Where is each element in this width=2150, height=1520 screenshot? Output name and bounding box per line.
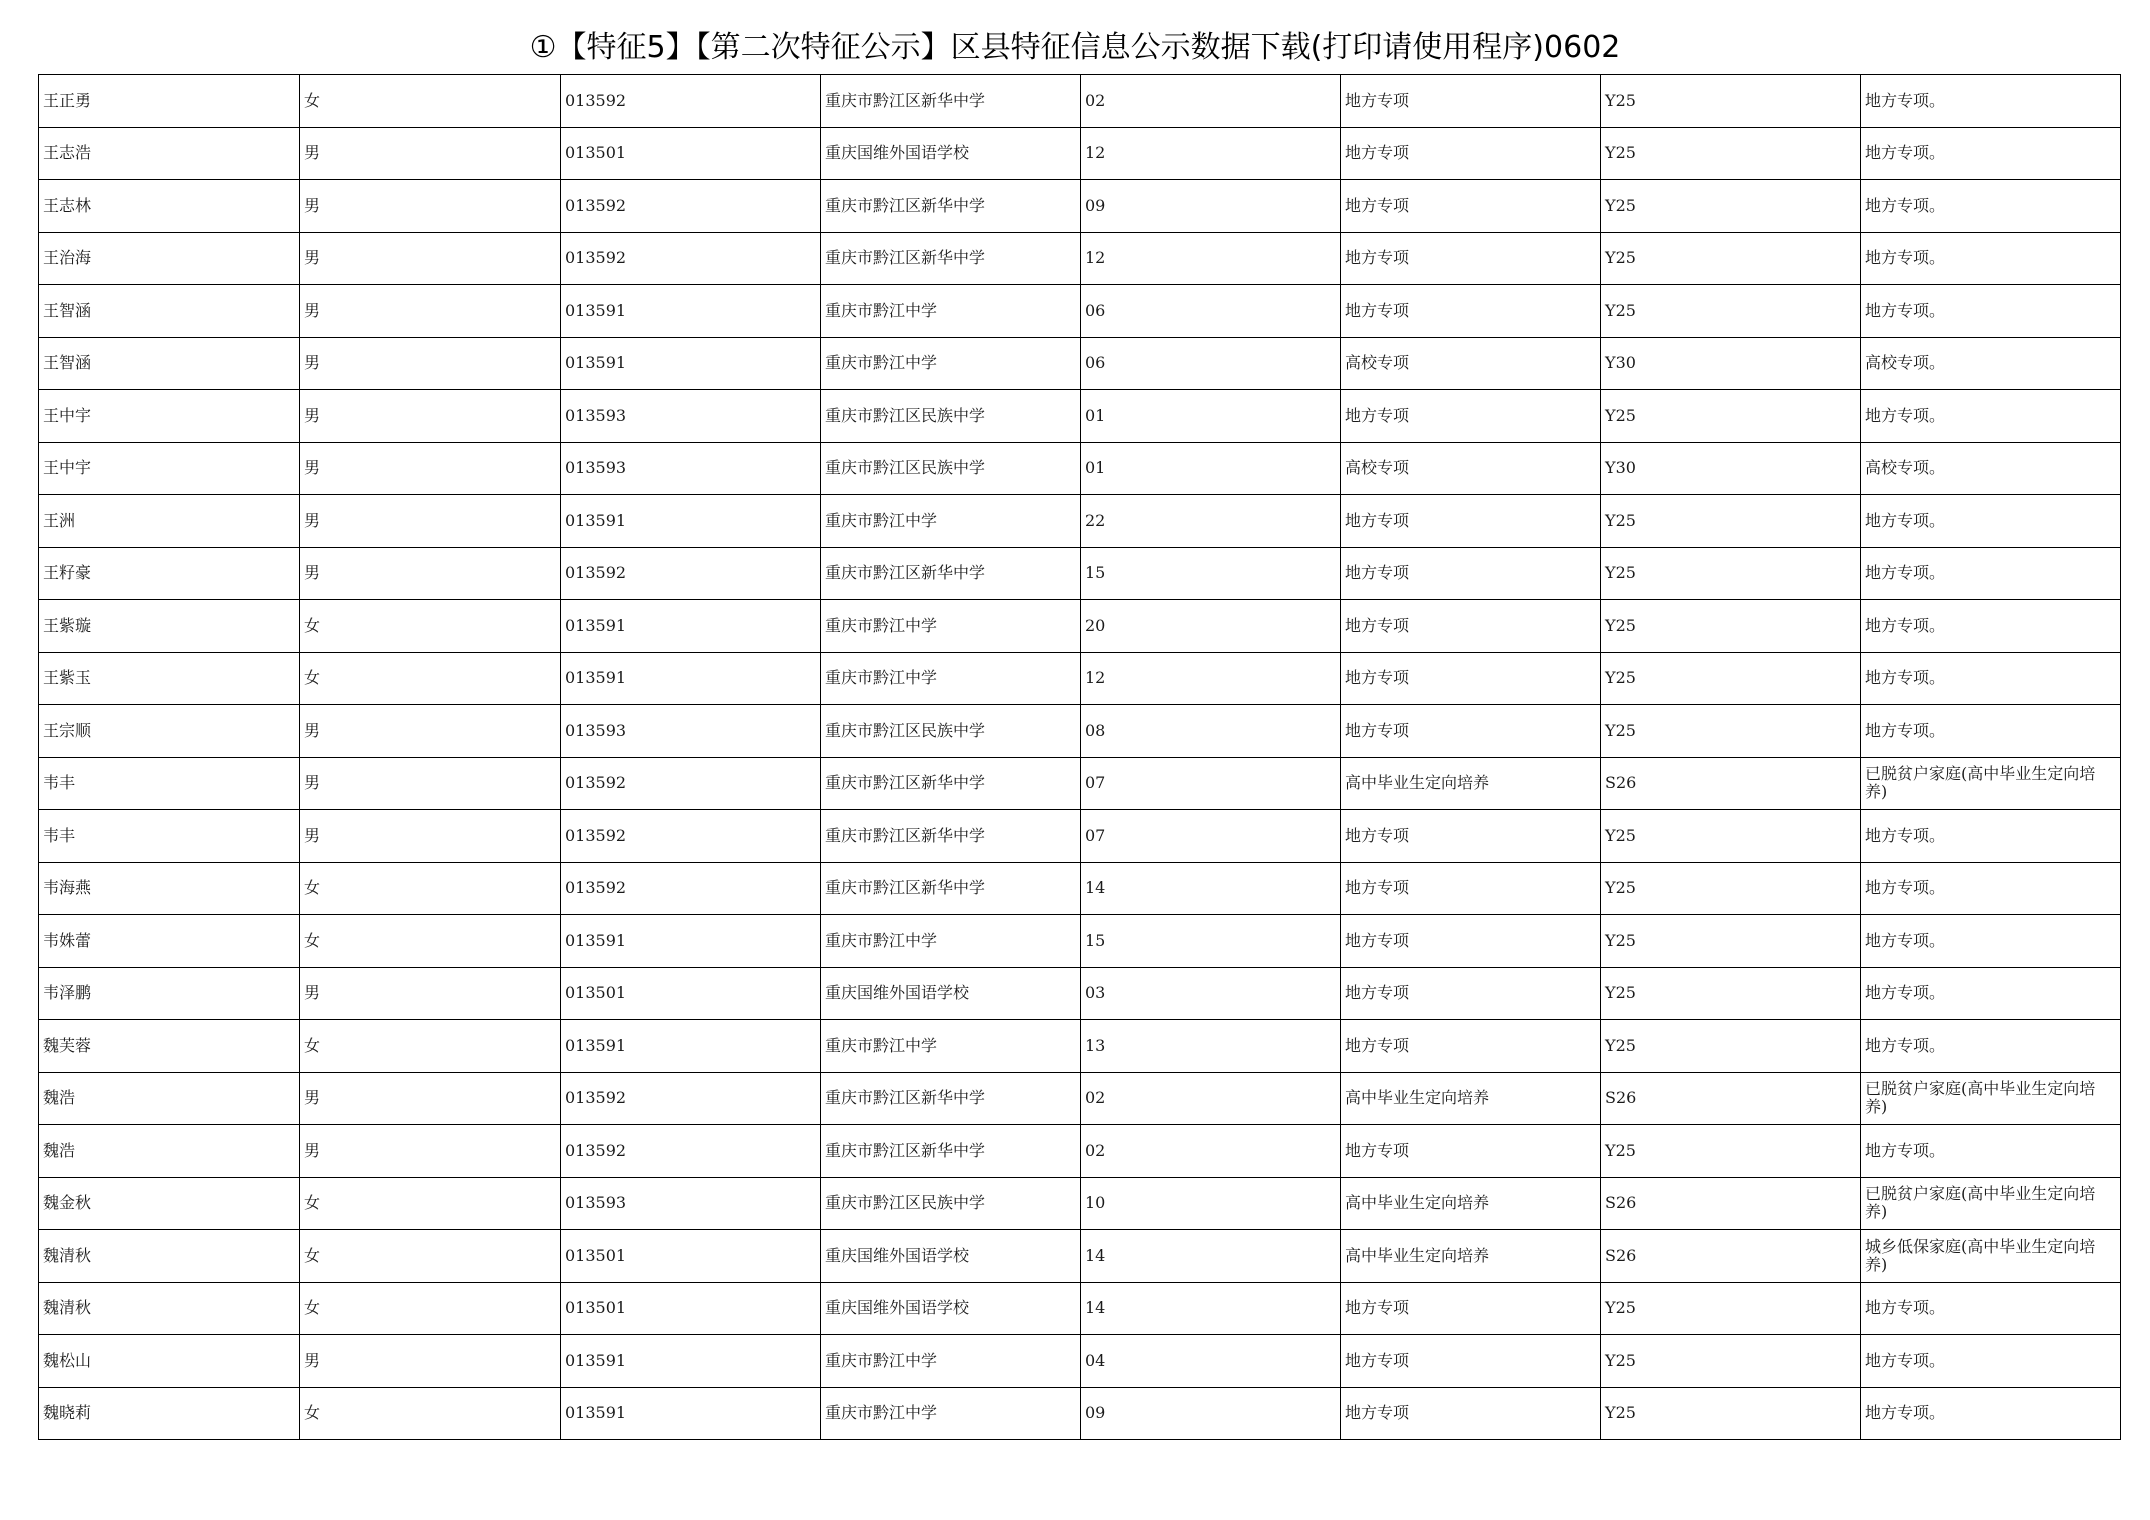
type-code-cell: Y25 — [1601, 180, 1861, 233]
code-cell: 013591 — [561, 337, 821, 390]
type-code-cell: S26 — [1601, 1230, 1861, 1283]
category-cell: 地方专项 — [1341, 390, 1601, 443]
class-cell: 06 — [1081, 337, 1341, 390]
gender-cell: 男 — [300, 1125, 561, 1178]
type-code-cell: Y25 — [1601, 232, 1861, 285]
name-cell: 王洲 — [39, 495, 300, 548]
name-cell: 魏浩 — [39, 1072, 300, 1125]
name-cell: 魏金秋 — [39, 1177, 300, 1230]
name-cell: 王中宇 — [39, 442, 300, 495]
table-row — [39, 75, 2121, 128]
category-cell: 高中毕业生定向培养 — [1341, 1177, 1601, 1230]
class-cell: 07 — [1081, 757, 1341, 810]
class-cell: 20 — [1081, 600, 1341, 653]
school-cell: 重庆市黔江中学 — [821, 1020, 1081, 1073]
class-cell: 04 — [1081, 1335, 1341, 1388]
note-cell: 地方专项。 — [1861, 915, 2121, 968]
category-cell: 地方专项 — [1341, 1020, 1601, 1073]
name-cell: 韦丰 — [39, 810, 300, 863]
note-cell: 地方专项。 — [1861, 1335, 2121, 1388]
table-row — [39, 1177, 2121, 1230]
table-row — [39, 652, 2121, 705]
note-cell: 地方专项。 — [1861, 1282, 2121, 1335]
type-code-cell: Y25 — [1601, 127, 1861, 180]
gender-cell: 女 — [300, 1020, 561, 1073]
gender-cell: 男 — [300, 390, 561, 443]
table-row — [39, 127, 2121, 180]
name-cell: 魏清秋 — [39, 1282, 300, 1335]
school-cell: 重庆市黔江区新华中学 — [821, 232, 1081, 285]
name-cell: 王正勇 — [39, 75, 300, 128]
type-code-cell: Y25 — [1601, 495, 1861, 548]
category-cell: 地方专项 — [1341, 1282, 1601, 1335]
table-row — [39, 1387, 2121, 1440]
gender-cell: 男 — [300, 285, 561, 338]
category-cell: 高中毕业生定向培养 — [1341, 757, 1601, 810]
name-cell: 王籽豪 — [39, 547, 300, 600]
code-cell: 013501 — [561, 967, 821, 1020]
table-row — [39, 1020, 2121, 1073]
name-cell: 王志林 — [39, 180, 300, 233]
gender-cell: 男 — [300, 127, 561, 180]
table-row — [39, 1125, 2121, 1178]
school-cell: 重庆市黔江中学 — [821, 285, 1081, 338]
school-cell: 重庆市黔江区新华中学 — [821, 810, 1081, 863]
type-code-cell: Y25 — [1601, 547, 1861, 600]
name-cell: 王智涵 — [39, 285, 300, 338]
note-cell: 地方专项。 — [1861, 127, 2121, 180]
school-cell: 重庆市黔江区民族中学 — [821, 442, 1081, 495]
gender-cell: 男 — [300, 967, 561, 1020]
table-row — [39, 862, 2121, 915]
type-code-cell: Y25 — [1601, 705, 1861, 758]
code-cell: 013593 — [561, 390, 821, 443]
school-cell: 重庆市黔江区新华中学 — [821, 180, 1081, 233]
type-code-cell: S26 — [1601, 1072, 1861, 1125]
note-cell: 已脱贫户家庭(高中毕业生定向培养) — [1861, 1072, 2121, 1125]
table-row — [39, 442, 2121, 495]
category-cell: 高校专项 — [1341, 442, 1601, 495]
category-cell: 地方专项 — [1341, 75, 1601, 128]
code-cell: 013501 — [561, 1230, 821, 1283]
table-row — [39, 757, 2121, 810]
category-cell: 高中毕业生定向培养 — [1341, 1230, 1601, 1283]
school-cell: 重庆市黔江区新华中学 — [821, 1125, 1081, 1178]
school-cell: 重庆国维外国语学校 — [821, 967, 1081, 1020]
class-cell: 02 — [1081, 75, 1341, 128]
code-cell: 013592 — [561, 75, 821, 128]
category-cell: 地方专项 — [1341, 495, 1601, 548]
class-cell: 03 — [1081, 967, 1341, 1020]
school-cell: 重庆市黔江中学 — [821, 1387, 1081, 1440]
school-cell: 重庆国维外国语学校 — [821, 127, 1081, 180]
table-row — [39, 495, 2121, 548]
name-cell: 魏清秋 — [39, 1230, 300, 1283]
code-cell: 013592 — [561, 1072, 821, 1125]
code-cell: 013592 — [561, 1125, 821, 1178]
note-cell: 地方专项。 — [1861, 547, 2121, 600]
type-code-cell: Y25 — [1601, 652, 1861, 705]
gender-cell: 女 — [300, 1387, 561, 1440]
category-cell: 地方专项 — [1341, 810, 1601, 863]
type-code-cell: S26 — [1601, 757, 1861, 810]
class-cell: 14 — [1081, 1230, 1341, 1283]
table-body — [39, 75, 2121, 1440]
code-cell: 013592 — [561, 810, 821, 863]
table-row — [39, 600, 2121, 653]
category-cell: 高中毕业生定向培养 — [1341, 1072, 1601, 1125]
category-cell: 地方专项 — [1341, 1335, 1601, 1388]
code-cell: 013592 — [561, 862, 821, 915]
school-cell: 重庆国维外国语学校 — [821, 1282, 1081, 1335]
type-code-cell: Y25 — [1601, 600, 1861, 653]
class-cell: 10 — [1081, 1177, 1341, 1230]
gender-cell: 男 — [300, 757, 561, 810]
note-cell: 地方专项。 — [1861, 810, 2121, 863]
code-cell: 013593 — [561, 1177, 821, 1230]
type-code-cell: S26 — [1601, 1177, 1861, 1230]
data-table — [38, 74, 2121, 1440]
table-row — [39, 1282, 2121, 1335]
category-cell: 地方专项 — [1341, 1387, 1601, 1440]
name-cell: 王中宇 — [39, 390, 300, 443]
school-cell: 重庆市黔江区新华中学 — [821, 547, 1081, 600]
gender-cell: 男 — [300, 495, 561, 548]
name-cell: 王治海 — [39, 232, 300, 285]
gender-cell: 女 — [300, 1177, 561, 1230]
name-cell: 韦海燕 — [39, 862, 300, 915]
type-code-cell: Y25 — [1601, 915, 1861, 968]
note-cell: 地方专项。 — [1861, 705, 2121, 758]
school-cell: 重庆市黔江中学 — [821, 337, 1081, 390]
class-cell: 22 — [1081, 495, 1341, 548]
name-cell: 魏松山 — [39, 1335, 300, 1388]
note-cell: 地方专项。 — [1861, 180, 2121, 233]
table-row — [39, 337, 2121, 390]
category-cell: 地方专项 — [1341, 600, 1601, 653]
table-row — [39, 1072, 2121, 1125]
school-cell: 重庆市黔江区新华中学 — [821, 75, 1081, 128]
school-cell: 重庆市黔江区新华中学 — [821, 862, 1081, 915]
school-cell: 重庆市黔江区民族中学 — [821, 705, 1081, 758]
category-cell: 高校专项 — [1341, 337, 1601, 390]
type-code-cell: Y25 — [1601, 967, 1861, 1020]
table-row — [39, 232, 2121, 285]
category-cell: 地方专项 — [1341, 547, 1601, 600]
class-cell: 09 — [1081, 180, 1341, 233]
class-cell: 07 — [1081, 810, 1341, 863]
school-cell: 重庆市黔江区新华中学 — [821, 757, 1081, 810]
name-cell: 王智涵 — [39, 337, 300, 390]
page-title: ①【特征5】【第二次特征公示】区县特征信息公示数据下载(打印请使用程序)0602 — [529, 30, 1621, 65]
category-cell: 地方专项 — [1341, 967, 1601, 1020]
gender-cell: 男 — [300, 1072, 561, 1125]
type-code-cell: Y25 — [1601, 1125, 1861, 1178]
type-code-cell: Y25 — [1601, 1387, 1861, 1440]
gender-cell: 男 — [300, 337, 561, 390]
code-cell: 013592 — [561, 547, 821, 600]
code-cell: 013591 — [561, 495, 821, 548]
note-cell: 地方专项。 — [1861, 232, 2121, 285]
class-cell: 01 — [1081, 390, 1341, 443]
code-cell: 013592 — [561, 757, 821, 810]
note-cell: 地方专项。 — [1861, 1387, 2121, 1440]
gender-cell: 女 — [300, 1230, 561, 1283]
note-cell: 地方专项。 — [1861, 495, 2121, 548]
table-row — [39, 967, 2121, 1020]
code-cell: 013501 — [561, 127, 821, 180]
category-cell: 地方专项 — [1341, 180, 1601, 233]
table-row — [39, 810, 2121, 863]
type-code-cell: Y25 — [1601, 1282, 1861, 1335]
note-cell: 地方专项。 — [1861, 862, 2121, 915]
note-cell: 已脱贫户家庭(高中毕业生定向培养) — [1861, 1177, 2121, 1230]
gender-cell: 女 — [300, 652, 561, 705]
gender-cell: 男 — [300, 1335, 561, 1388]
category-cell: 地方专项 — [1341, 285, 1601, 338]
gender-cell: 男 — [300, 442, 561, 495]
class-cell: 06 — [1081, 285, 1341, 338]
class-cell: 15 — [1081, 915, 1341, 968]
type-code-cell: Y25 — [1601, 75, 1861, 128]
type-code-cell: Y25 — [1601, 285, 1861, 338]
category-cell: 地方专项 — [1341, 705, 1601, 758]
table-row — [39, 180, 2121, 233]
type-code-cell: Y25 — [1601, 862, 1861, 915]
code-cell: 013591 — [561, 652, 821, 705]
note-cell: 高校专项。 — [1861, 442, 2121, 495]
name-cell: 韦泽鹏 — [39, 967, 300, 1020]
table-row — [39, 915, 2121, 968]
class-cell: 02 — [1081, 1072, 1341, 1125]
note-cell: 地方专项。 — [1861, 390, 2121, 443]
name-cell: 王紫璇 — [39, 600, 300, 653]
class-cell: 02 — [1081, 1125, 1341, 1178]
code-cell: 013591 — [561, 915, 821, 968]
school-cell: 重庆市黔江区新华中学 — [821, 1072, 1081, 1125]
code-cell: 013592 — [561, 232, 821, 285]
name-cell: 魏晓莉 — [39, 1387, 300, 1440]
school-cell: 重庆市黔江区民族中学 — [821, 390, 1081, 443]
table-row — [39, 1230, 2121, 1283]
name-cell: 魏芙蓉 — [39, 1020, 300, 1073]
name-cell: 王紫玉 — [39, 652, 300, 705]
table-row — [39, 390, 2121, 443]
note-cell: 地方专项。 — [1861, 285, 2121, 338]
table-row — [39, 285, 2121, 338]
code-cell: 013592 — [561, 180, 821, 233]
category-cell: 地方专项 — [1341, 127, 1601, 180]
gender-cell: 女 — [300, 75, 561, 128]
class-cell: 12 — [1081, 232, 1341, 285]
name-cell: 王志浩 — [39, 127, 300, 180]
gender-cell: 女 — [300, 600, 561, 653]
note-cell: 已脱贫户家庭(高中毕业生定向培养) — [1861, 757, 2121, 810]
gender-cell: 女 — [300, 915, 561, 968]
class-cell: 15 — [1081, 547, 1341, 600]
note-cell: 地方专项。 — [1861, 600, 2121, 653]
note-cell: 地方专项。 — [1861, 1125, 2121, 1178]
gender-cell: 男 — [300, 547, 561, 600]
class-cell: 01 — [1081, 442, 1341, 495]
class-cell: 14 — [1081, 1282, 1341, 1335]
name-cell: 韦姝蕾 — [39, 915, 300, 968]
class-cell: 08 — [1081, 705, 1341, 758]
type-code-cell: Y25 — [1601, 1335, 1861, 1388]
code-cell: 013591 — [561, 285, 821, 338]
table-row — [39, 705, 2121, 758]
note-cell: 地方专项。 — [1861, 75, 2121, 128]
code-cell: 013593 — [561, 442, 821, 495]
school-cell: 重庆市黔江中学 — [821, 915, 1081, 968]
type-code-cell: Y30 — [1601, 442, 1861, 495]
type-code-cell: Y30 — [1601, 337, 1861, 390]
school-cell: 重庆市黔江中学 — [821, 652, 1081, 705]
note-cell: 城乡低保家庭(高中毕业生定向培养) — [1861, 1230, 2121, 1283]
gender-cell: 女 — [300, 862, 561, 915]
category-cell: 地方专项 — [1341, 862, 1601, 915]
school-cell: 重庆市黔江中学 — [821, 1335, 1081, 1388]
note-cell: 高校专项。 — [1861, 337, 2121, 390]
note-cell: 地方专项。 — [1861, 1020, 2121, 1073]
code-cell: 013501 — [561, 1282, 821, 1335]
note-cell: 地方专项。 — [1861, 967, 2121, 1020]
name-cell: 韦丰 — [39, 757, 300, 810]
school-cell: 重庆市黔江区民族中学 — [821, 1177, 1081, 1230]
code-cell: 013593 — [561, 705, 821, 758]
code-cell: 013591 — [561, 600, 821, 653]
code-cell: 013591 — [561, 1387, 821, 1440]
note-cell: 地方专项。 — [1861, 652, 2121, 705]
school-cell: 重庆市黔江中学 — [821, 495, 1081, 548]
class-cell: 09 — [1081, 1387, 1341, 1440]
gender-cell: 男 — [300, 180, 561, 233]
gender-cell: 男 — [300, 705, 561, 758]
type-code-cell: Y25 — [1601, 390, 1861, 443]
class-cell: 14 — [1081, 862, 1341, 915]
category-cell: 地方专项 — [1341, 232, 1601, 285]
code-cell: 013591 — [561, 1335, 821, 1388]
gender-cell: 男 — [300, 810, 561, 863]
school-cell: 重庆市黔江中学 — [821, 600, 1081, 653]
table-row — [39, 1335, 2121, 1388]
school-cell: 重庆国维外国语学校 — [821, 1230, 1081, 1283]
name-cell: 魏浩 — [39, 1125, 300, 1178]
gender-cell: 男 — [300, 232, 561, 285]
code-cell: 013591 — [561, 1020, 821, 1073]
table-row — [39, 547, 2121, 600]
class-cell: 12 — [1081, 652, 1341, 705]
type-code-cell: Y25 — [1601, 810, 1861, 863]
category-cell: 地方专项 — [1341, 1125, 1601, 1178]
gender-cell: 女 — [300, 1282, 561, 1335]
category-cell: 地方专项 — [1341, 915, 1601, 968]
type-code-cell: Y25 — [1601, 1020, 1861, 1073]
name-cell: 王宗顺 — [39, 705, 300, 758]
class-cell: 13 — [1081, 1020, 1341, 1073]
category-cell: 地方专项 — [1341, 652, 1601, 705]
class-cell: 12 — [1081, 127, 1341, 180]
